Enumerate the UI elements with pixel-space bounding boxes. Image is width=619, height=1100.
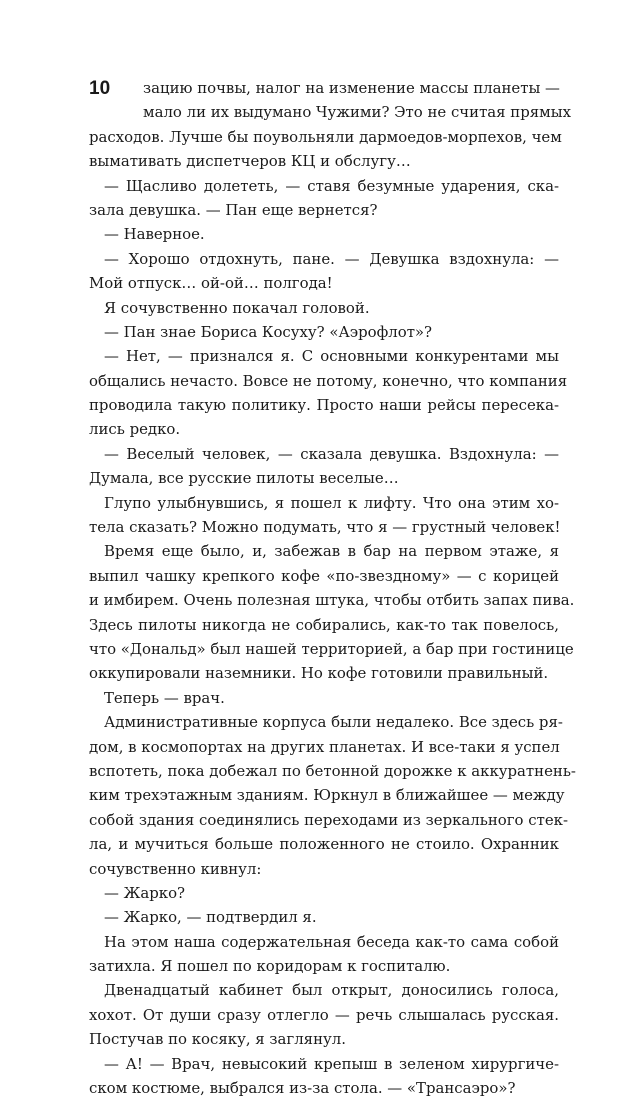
text-line: выпил чашку крепкого кофе «по-звездному» — с корицей — [89, 566, 559, 585]
text-line: Двенадцатый кабинет был открыт, доносились голоса, — [104, 981, 559, 1000]
text-line: — Пан знае Бориса Косуху? «Аэрофлот»? — [104, 322, 433, 341]
text-line: — Жарко? — [104, 883, 186, 902]
text-line: Постучав по косяку, я заглянул. — [89, 1030, 346, 1049]
text-line: проводила такую политику. Просто наши рейсы пересека- — [89, 396, 559, 415]
text-line: тела сказать? Можно подумать, что я — грустный человек! — [89, 518, 561, 537]
text-line: ла, и мучиться больше положенного не стоило. Охранник — [89, 835, 559, 854]
text-line: Думала, все русские пилоты веселые… — [89, 469, 399, 488]
text-line: Глупо улыбнувшись, я пошел к лифту. Что она этим хо- — [104, 493, 559, 512]
text-line: На этом наша содержательная беседа как-то сама собой — [104, 932, 559, 951]
text-line: Я сочувственно покачал головой. — [104, 298, 370, 317]
text-line: лись редко. — [89, 420, 181, 439]
text-line: зала девушка. — Пан еще вернется? — [89, 200, 378, 219]
text-line: вымативать диспетчеров КЦ и обслугу… — [89, 152, 411, 171]
body-text — [89, 76, 576, 1100]
text-line: хохот. От души сразу отлегло — речь слышалась русская. — [89, 1005, 559, 1024]
text-line: — Наверное. — [104, 225, 205, 244]
text-line: оккупировали наземники. Но кофе готовили правильный. — [89, 664, 549, 683]
text-line: и имбирем. Очень полезная штука, чтобы отбить запах пива. — [89, 591, 575, 610]
text-line: — Хорошо отдохнуть, пане. — Девушка вздохнула: — — [104, 249, 559, 268]
text-line: — Веселый человек, — сказала девушка. Вздохнула: — — [104, 444, 559, 463]
text-line: затихла. Я пошел по коридорам к госпиталю. — [89, 957, 451, 976]
text-line: общались нечасто. Вовсе не потому, конечно, что компания — [89, 371, 568, 390]
text-line: расходов. Лучше бы поувольняли дармоедов-морпехов, чем — [89, 127, 562, 146]
text-line: дом, в космопортах на других планетах. И все-таки я успел — [89, 737, 560, 756]
text-line: — А! — Врач, невысокий крепыш в зеленом хирургиче- — [104, 1054, 559, 1073]
text-line: сочувственно кивнул: — [89, 859, 262, 878]
text-line: Административные корпуса были недалеко. Все здесь ря- — [104, 713, 563, 732]
text-line: зацию почвы, налог на изменение массы планеты — — [143, 79, 560, 97]
text-line: собой здания соединялись переходами из зеркального стек- — [89, 810, 568, 829]
text-line: Время еще было, и, забежав в бар на первом этаже, я — [104, 542, 559, 561]
text-line: Мой отпуск… ой-ой… полгода! — [89, 274, 333, 293]
text-line: — Жарко, — подтвердил я. — [104, 908, 317, 927]
text-line: — Щасливо долететь, — ставя безумные ударения, ска- — [104, 176, 559, 195]
text-line: Здесь пилоты никогда не собирались, как-то так повелось, — [89, 615, 559, 634]
text-line: Теперь — врач. — [104, 688, 225, 707]
text-line: вспотеть, пока добежал по бетонной дорожке к аккуратнень- — [89, 761, 576, 780]
text-line: мало ли их выдумано Чужими? Это не считая прямых — [143, 103, 571, 122]
page-number: 10 — [89, 78, 111, 99]
text-line: — Нет, — признался я. С основными конкурентами мы — [104, 347, 559, 366]
text-line: что «Дональд» был нашей территорией, а бар при гостинице — [89, 639, 574, 658]
text-line: ском костюме, выбрался из-за стола. — «Трансаэро»? — [89, 1079, 516, 1098]
text-line: ким трехэтажным зданиям. Юркнул в ближайшее — между — [89, 786, 565, 805]
